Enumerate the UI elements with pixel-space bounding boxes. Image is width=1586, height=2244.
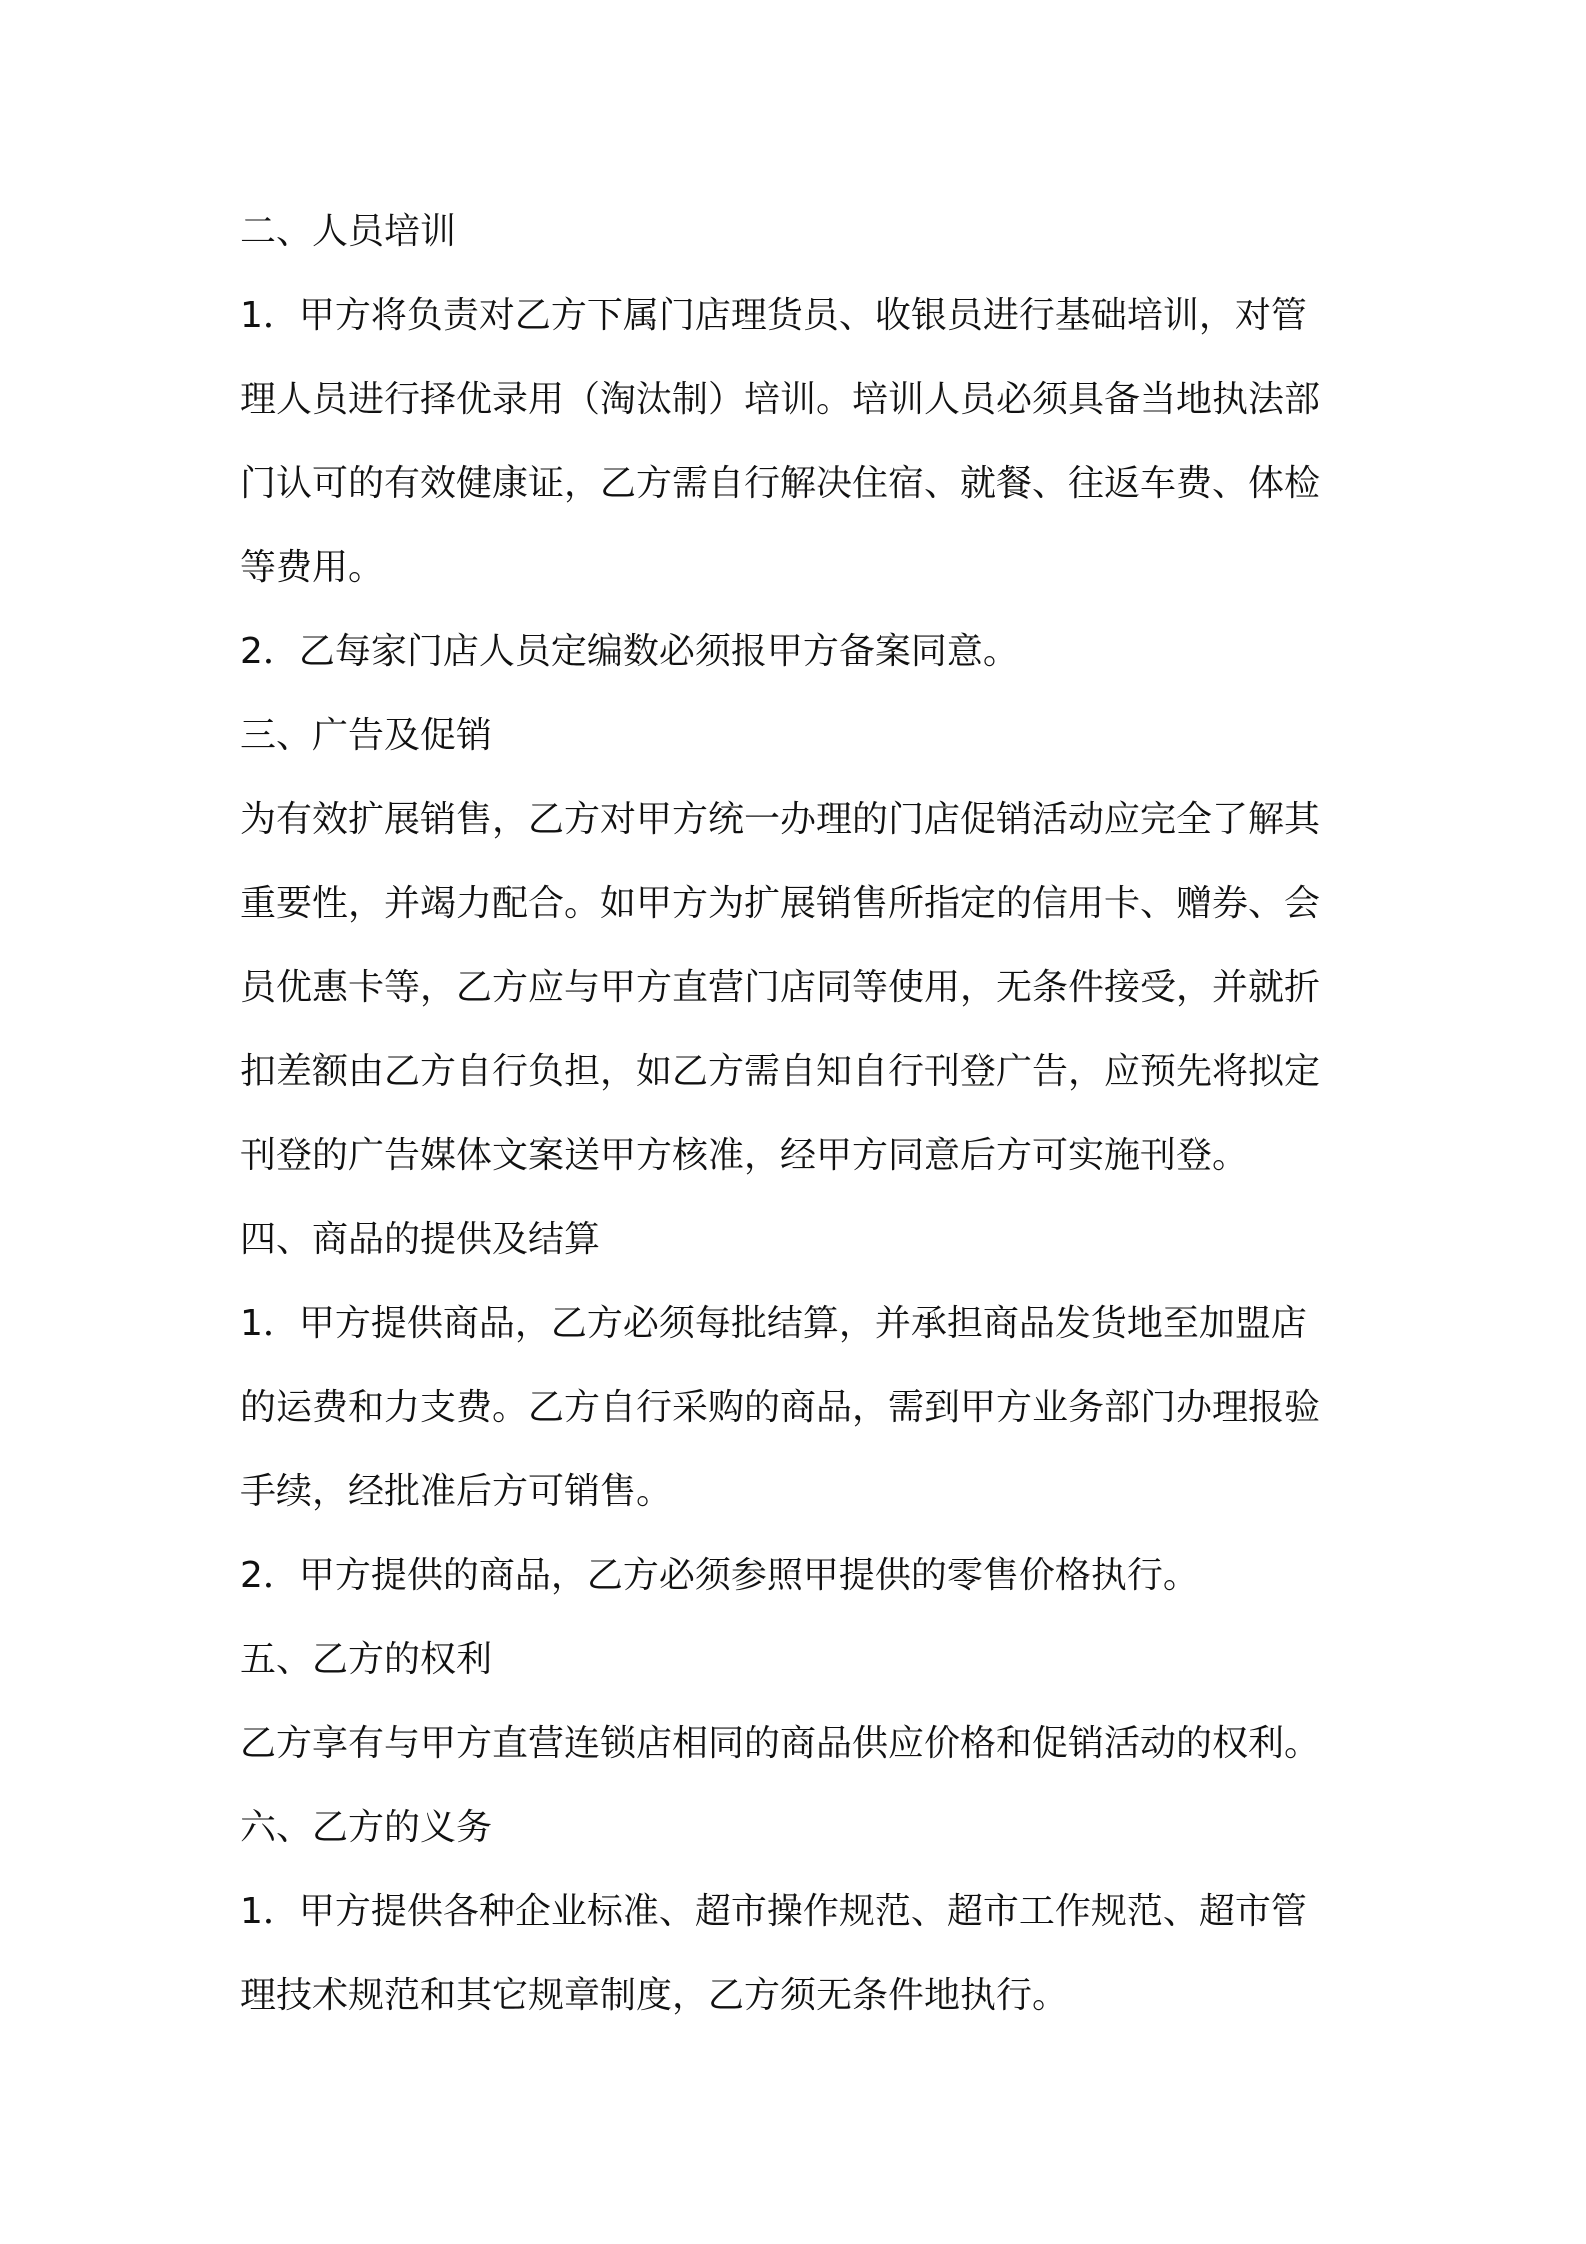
text-line: 理技术规范和其它规章制度，乙方须无条件地执行。 — [240, 1975, 1069, 2016]
text-line: 2．乙每家门店人员定编数必须报甲方备案同意。 — [240, 631, 1019, 672]
text-line: 1．甲方提供商品，乙方必须每批结算，并承担商品发货地至加盟店 — [240, 1303, 1307, 1344]
text-line: 六、乙方的义务 — [240, 1807, 493, 1848]
text-line: 刊登的广告媒体文案送甲方核准，经甲方同意后方可实施刊登。 — [240, 1135, 1249, 1176]
clause-rights — [240, 1702, 1360, 1786]
clause-training-1 — [240, 274, 1360, 610]
section-heading-party-b-obligations — [240, 1786, 1360, 1870]
text-line: 三、广告及促销 — [240, 715, 493, 756]
text-line: 的运费和力支费。乙方自行采购的商品，需到甲方业务部门办理报验 — [240, 1387, 1321, 1428]
text-line: 扣差额由乙方自行负担，如乙方需自知自行刊登广告，应预先将拟定 — [240, 1051, 1321, 1092]
text-line: 为有效扩展销售，乙方对甲方统一办理的门店促销活动应完全了解其 — [240, 799, 1321, 840]
text-line: 1．甲方提供各种企业标准、超市操作规范、超市工作规范、超市管 — [240, 1891, 1307, 1932]
text-line: 乙方享有与甲方直营连锁店相同的商品供应价格和促销活动的权利。 — [240, 1723, 1321, 1764]
section-heading-party-b-rights — [240, 1618, 1360, 1702]
section-heading-personnel-training — [240, 190, 1360, 274]
clause-obligations-1 — [240, 1870, 1360, 2038]
text-line: 2．甲方提供的商品，乙方必须参照甲提供的零售价格执行。 — [240, 1555, 1199, 1596]
document-body — [240, 190, 1360, 2038]
clause-goods-2 — [240, 1534, 1360, 1618]
section-heading-goods-settlement — [240, 1198, 1360, 1282]
text-line: 等费用。 — [240, 547, 385, 588]
text-line: 重要性，并竭力配合。如甲方为扩展销售所指定的信用卡、赠券、会 — [240, 883, 1321, 924]
section-heading-advertising — [240, 694, 1360, 778]
text-line: 门认可的有效健康证，乙方需自行解决住宿、就餐、往返车费、体检 — [240, 463, 1321, 504]
clause-training-2 — [240, 610, 1360, 694]
text-line: 四、商品的提供及结算 — [240, 1219, 601, 1260]
text-line: 手续，经批准后方可销售。 — [240, 1471, 673, 1512]
text-line: 1．甲方将负责对乙方下属门店理货员、收银员进行基础培训，对管 — [240, 295, 1307, 336]
text-line: 五、乙方的权利 — [240, 1639, 493, 1680]
clause-advertising — [240, 778, 1360, 1198]
text-line: 理人员进行择优录用（淘汰制）培训。培训人员必须具备当地执法部 — [240, 379, 1321, 420]
text-line: 员优惠卡等，乙方应与甲方直营门店同等使用，无条件接受，并就折 — [240, 967, 1321, 1008]
clause-goods-1 — [240, 1282, 1360, 1534]
text-line: 二、人员培训 — [240, 211, 457, 252]
